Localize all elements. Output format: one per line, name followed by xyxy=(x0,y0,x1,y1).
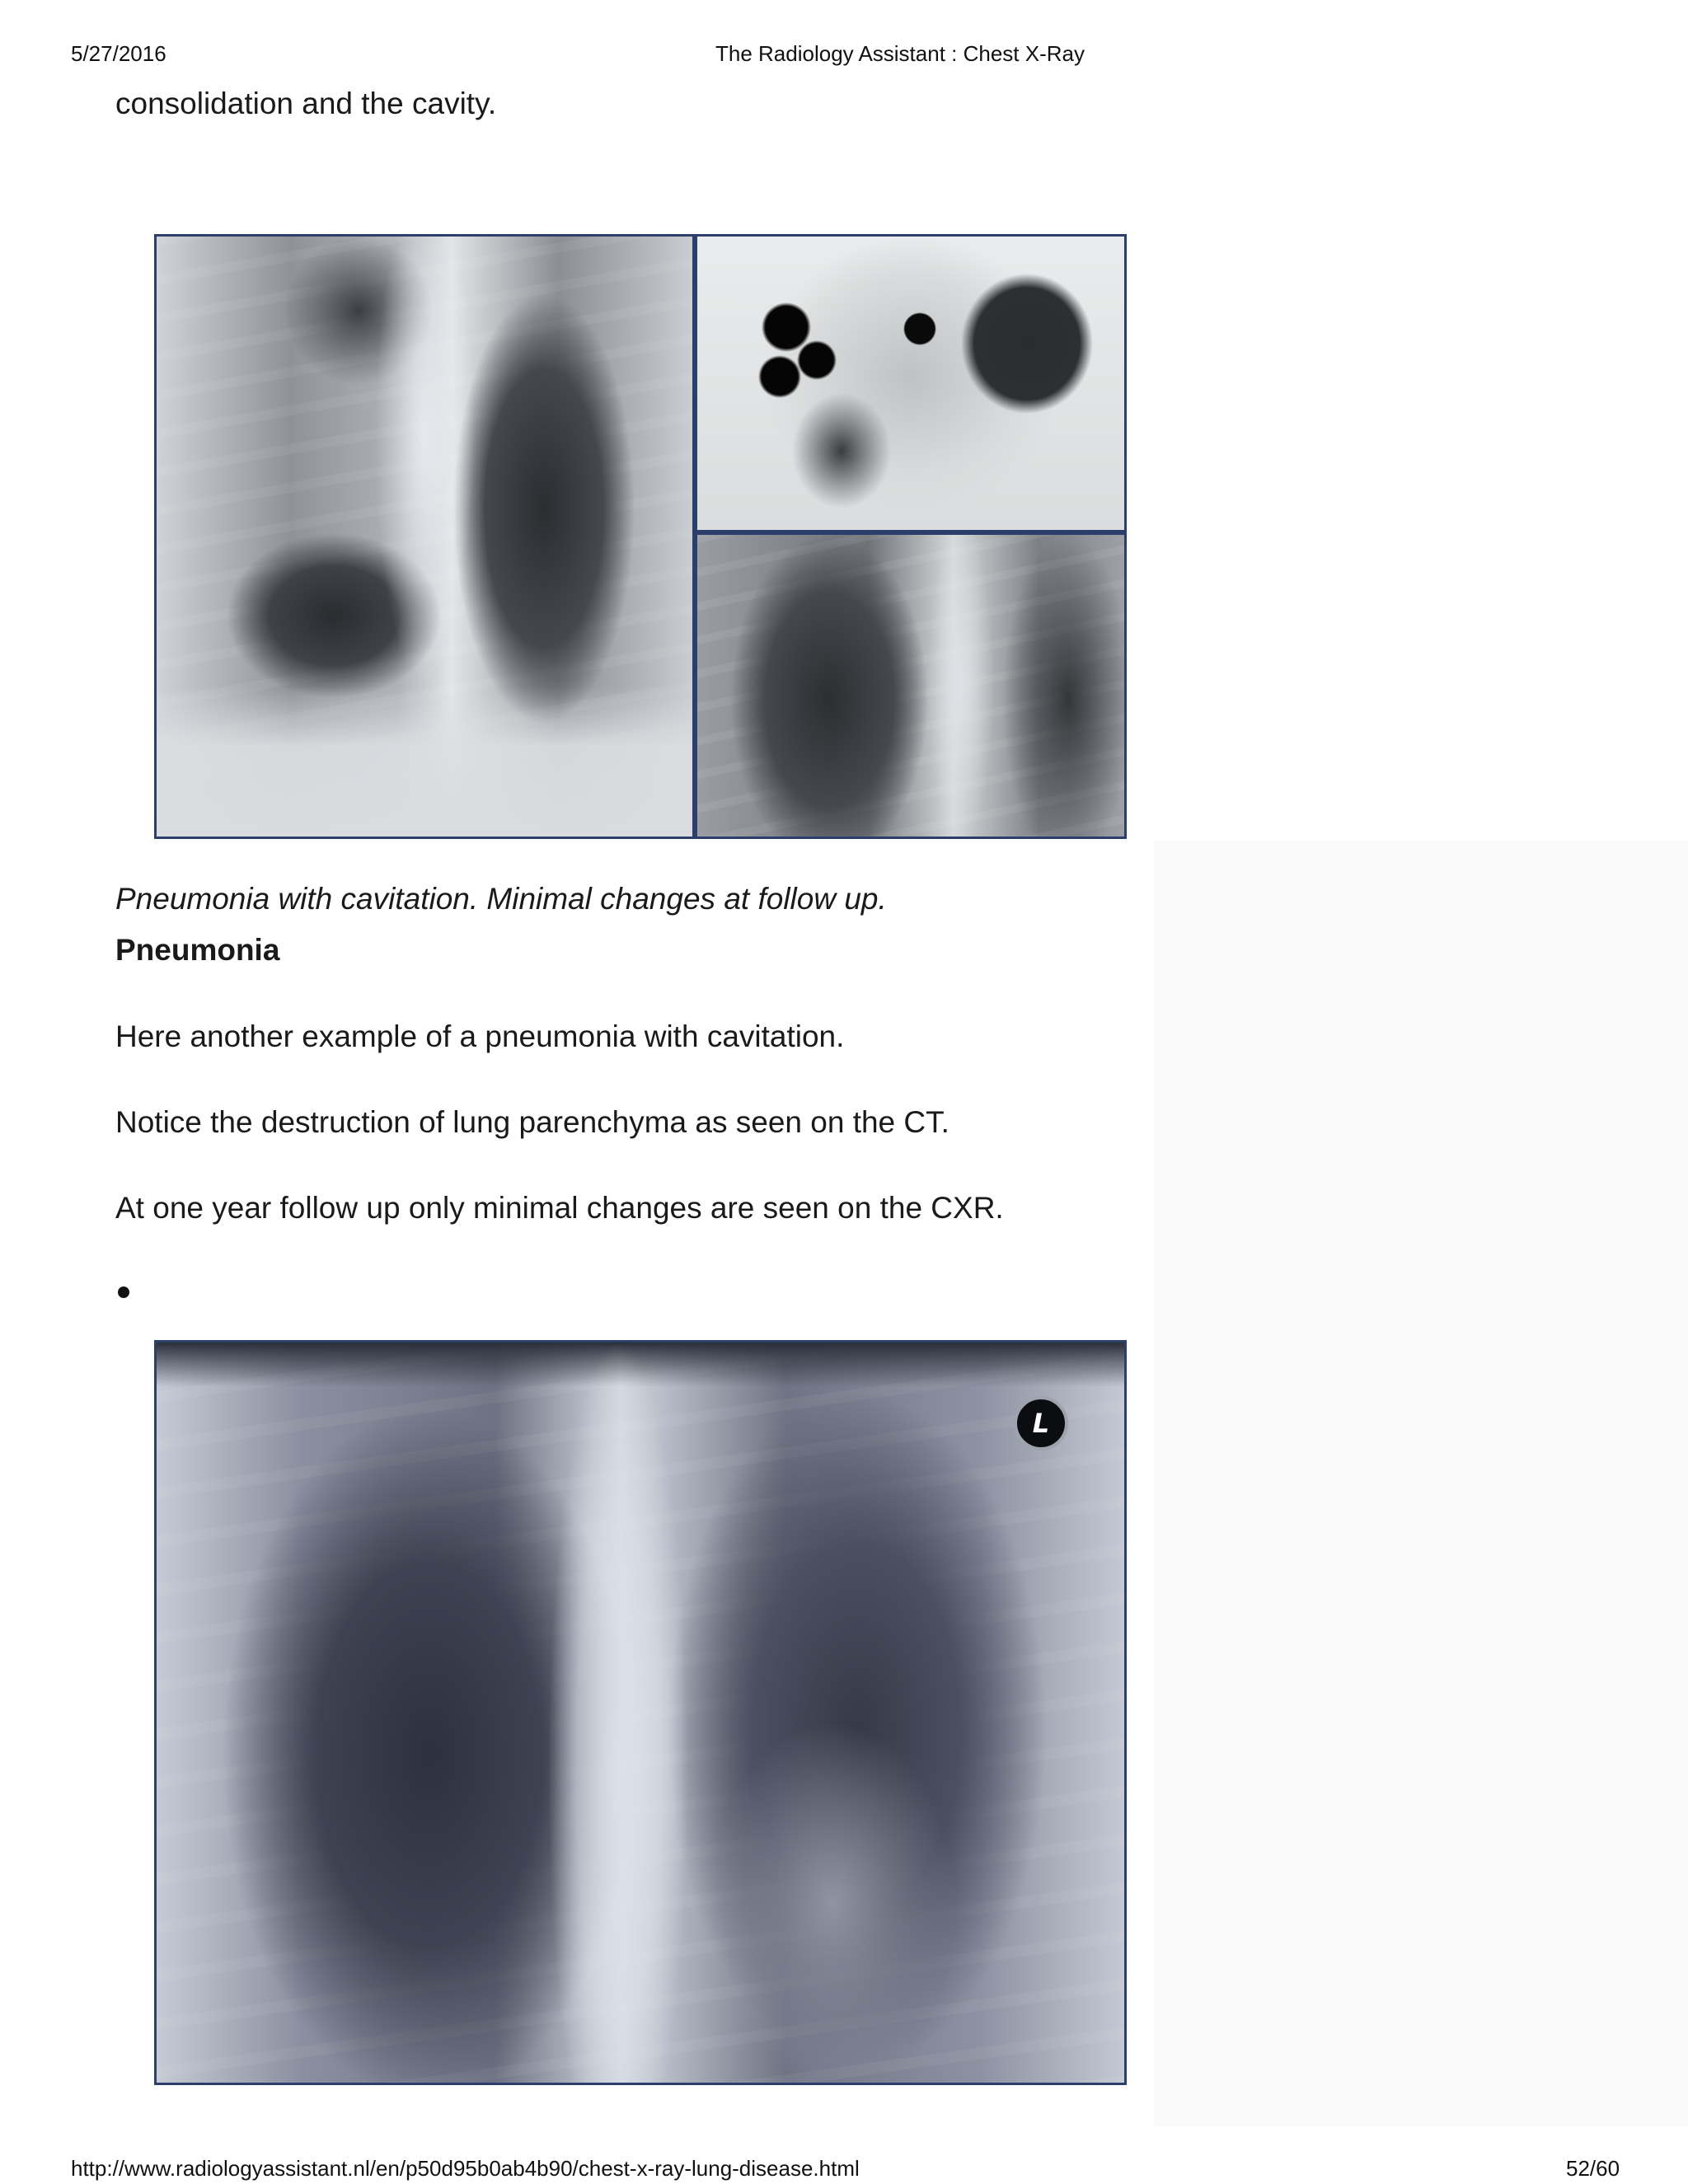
paragraph: Here another example of a pneumonia with cavitation. xyxy=(115,1019,845,1053)
list-bullet xyxy=(118,1286,129,1298)
page-shade xyxy=(1154,841,1688,2126)
follow-up-xray-image xyxy=(697,535,1124,837)
section-heading: Pneumonia xyxy=(115,933,280,967)
side-marker: L xyxy=(1014,1396,1068,1451)
print-date: 5/27/2016 xyxy=(71,41,166,66)
chest-xray-image xyxy=(157,237,692,837)
print-title: The Radiology Assistant : Chest X-Ray xyxy=(715,41,1085,66)
paragraph: At one year follow up only minimal changes are seen on the CXR. xyxy=(115,1191,1004,1225)
continuation-text: consolidation and the cavity. xyxy=(115,87,497,120)
ct-scan-image xyxy=(697,237,1124,530)
paragraph: Notice the destruction of lung parenchyma as seen on the CT. xyxy=(115,1105,950,1139)
figure-pneumonia-cavitation[interactable] xyxy=(154,234,1127,839)
page-url: http://www.radiologyassistant.nl/en/p50d95b0ab4b90/chest-x-ray-lung-disease.html xyxy=(71,2156,860,2181)
page-number: 52/60 xyxy=(1566,2156,1620,2181)
figure-caption: Pneumonia with cavitation. Minimal changes at follow up. xyxy=(115,882,887,916)
figure-chest-xray[interactable] xyxy=(154,1340,1127,2085)
